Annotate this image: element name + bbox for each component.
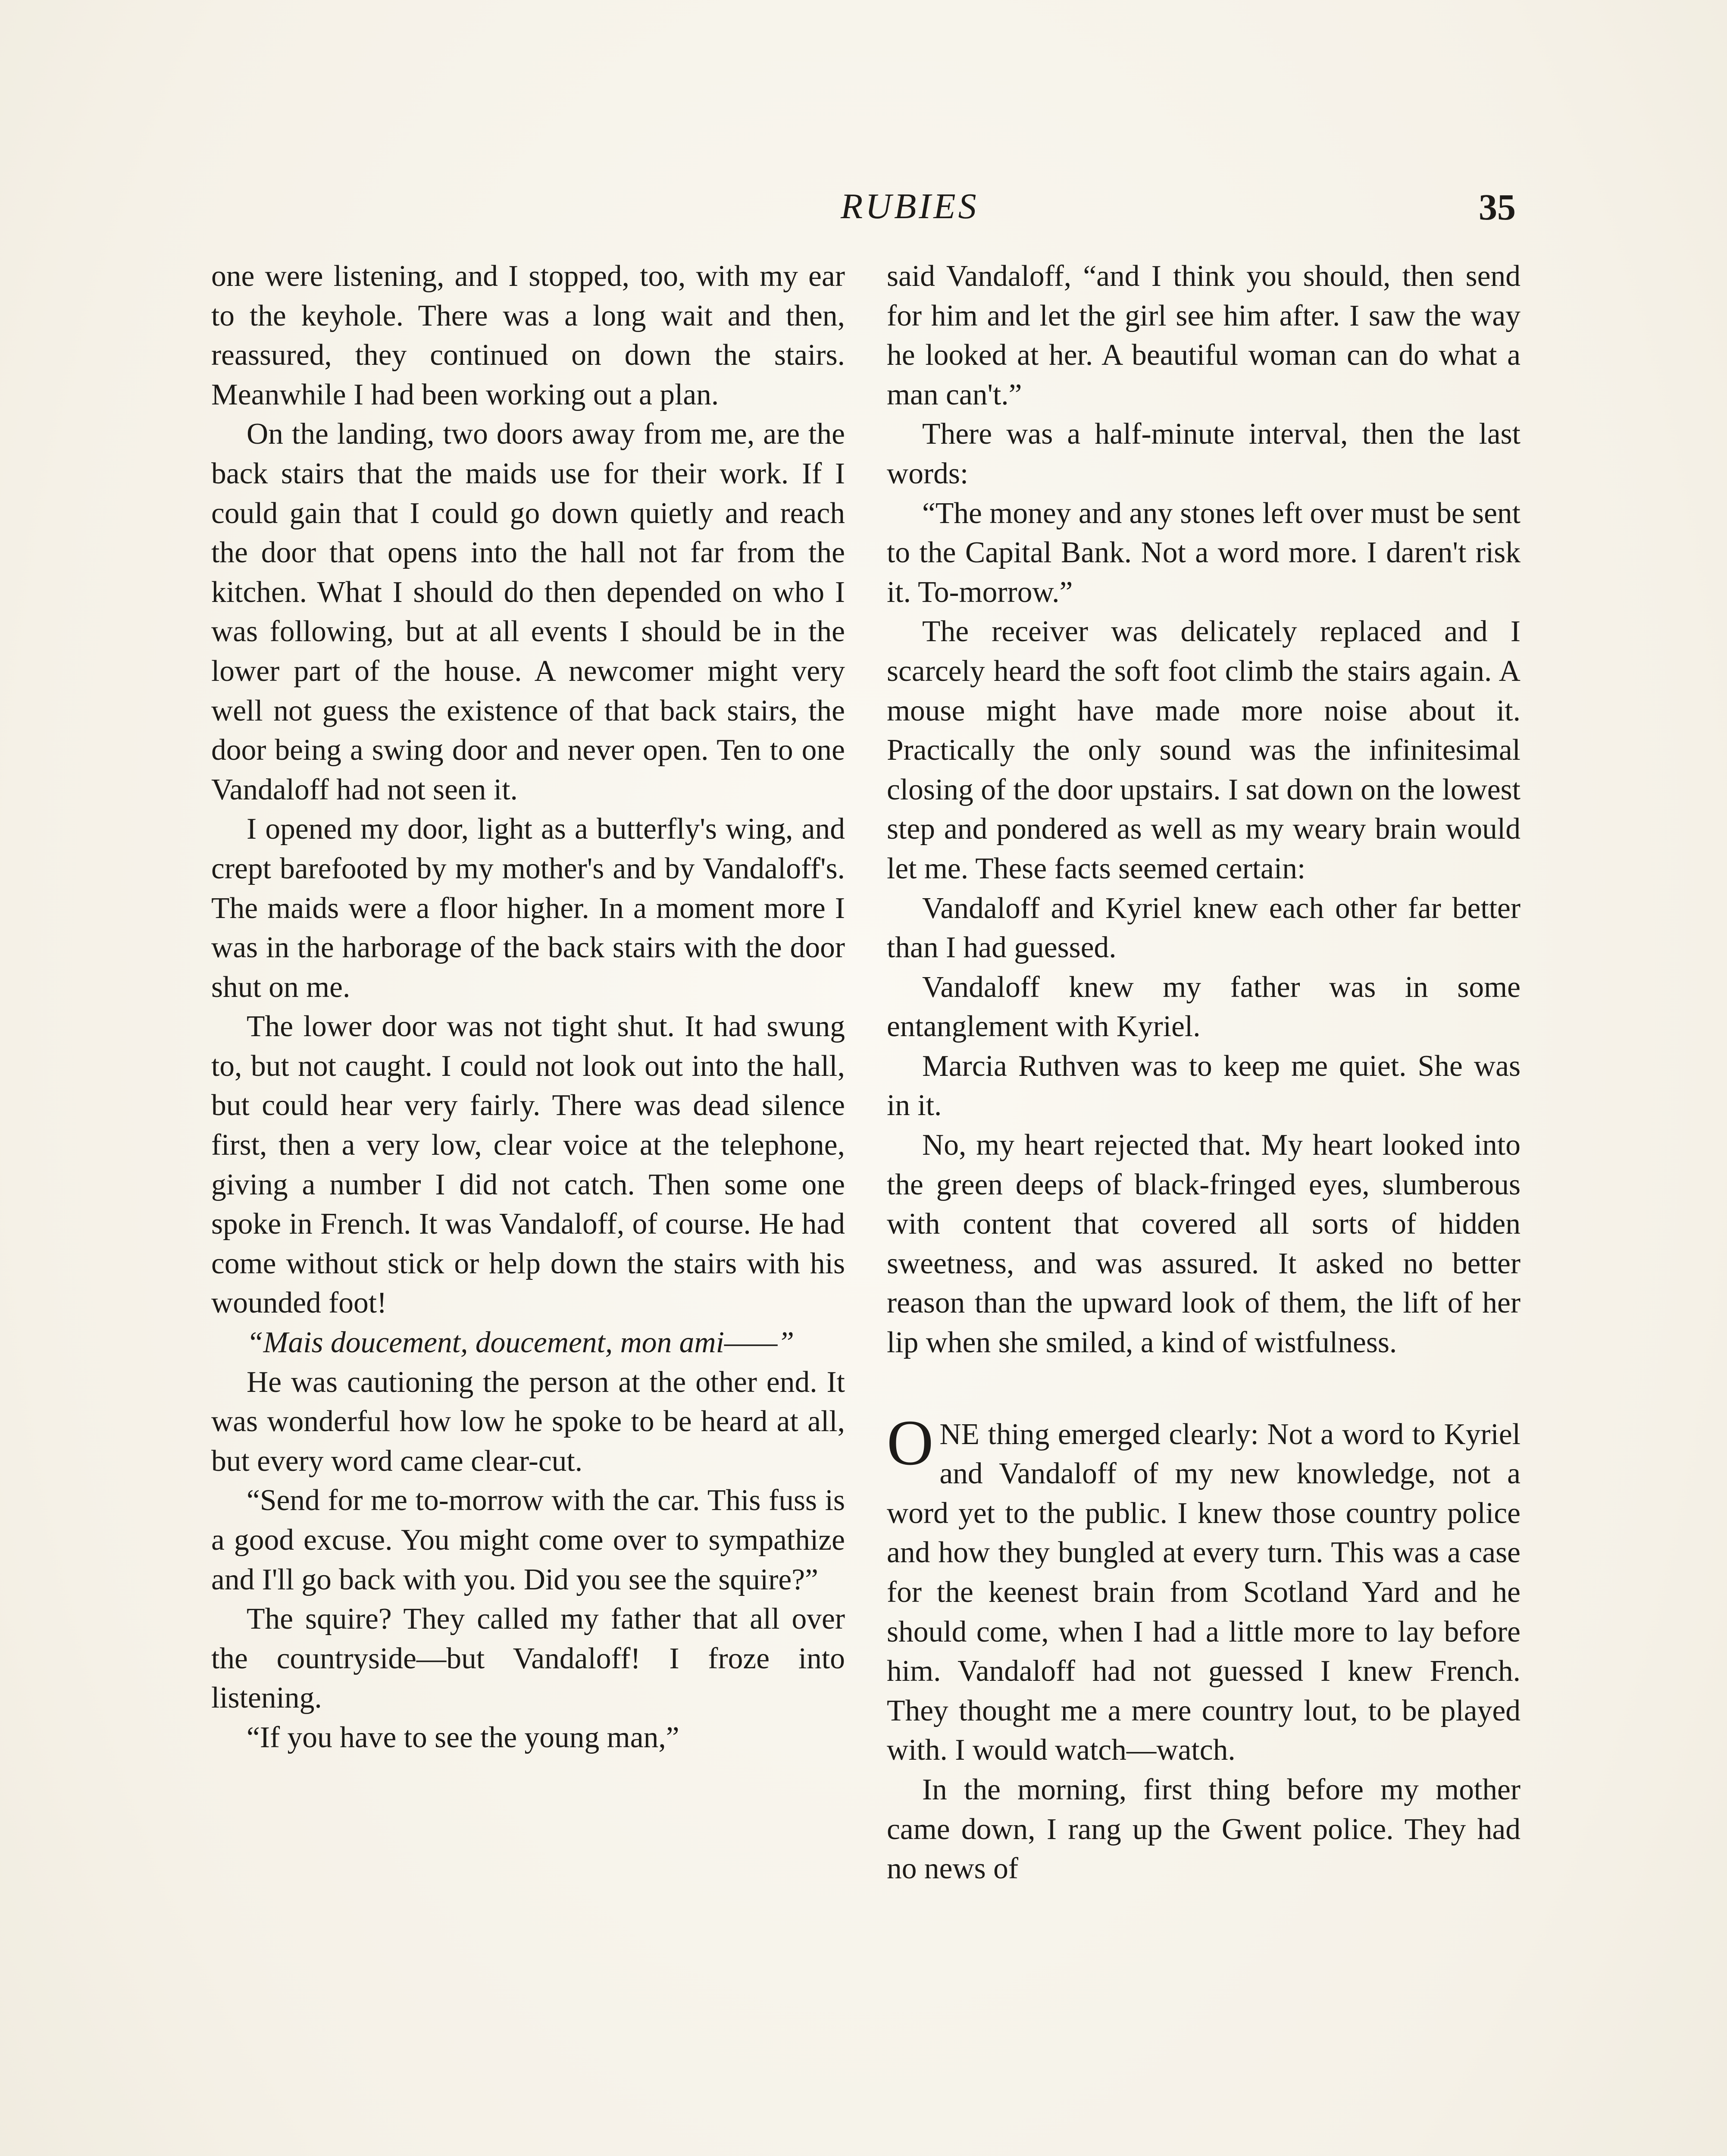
paragraph: Vandaloff and Kyriel knew each other far better than I had guessed. <box>887 891 1521 965</box>
paragraph: I opened my door, light as a butterfly's wing, and crept barefooted by my mother's and by Vandaloff's. The maids were a floor higher. In a moment more I was in the harborage of the back stairs with the door shut on me. <box>211 812 845 1004</box>
paragraph: one were listening, and I stopped, too, with my ear to the keyhole. There was a long wait and then, reassured, they continued on down the stairs. Meanwhile I had been working out a plan. <box>211 260 845 411</box>
paragraph: No, my heart rejected that. My heart looked into the green deeps of black-fringed eyes, slumberous with content that covered all sorts of hidden sweetness, and was assured. It asked no better reason than the upward look of them, the lift of her lip when she smiled, a kind of wistfulness. <box>887 1128 1521 1360</box>
paragraph: “The money and any stones left over must be sent to the Capital Bank. Not a word more. I daren't risk it. To-morrow.” <box>887 496 1521 609</box>
section-break-text: thing emerged clearly: Not a word to Kyriel and Vandaloff of my new knowledge, not a word yet to the public. I knew those country police and how they bungled at every turn. This was a case for the keenest brain from Scotland Yard and he should come, when I had a little more to lay before him. Vandaloff had not guessed I knew French. They thought me a mere country lout, to be played with. I would watch—watch. <box>887 1417 1521 1767</box>
running-header <box>0 185 1727 233</box>
paragraph: “Send for me to-morrow with the car. This fuss is a good excuse. You might come over to sympathize and I'll go back with you. Did you see the squire?” <box>211 1484 845 1596</box>
paragraph: The receiver was delicately replaced and I scarcely heard the soft foot climb the stairs again. A mouse might have made more noise about it. Practically the only sound was the infinitesimal closing of the door upstairs. I sat down on the lowest step and pondered as well as my weary brain would let me. These facts seemed certain: <box>887 615 1521 885</box>
left-text-column <box>211 257 845 1758</box>
paragraph: The squire? They called my father that all over the countryside—but Vandaloff! I froze into listening. <box>211 1602 845 1715</box>
drop-cap: O <box>887 1407 934 1479</box>
paragraph: “If you have to see the young man,” <box>247 1720 679 1754</box>
first-word-rest: NE <box>939 1417 979 1451</box>
page-number: 35 <box>1479 186 1516 228</box>
paragraph: said Vandaloff, “and I think you should, then send for him and let the girl see him after. I saw the way he looked at her. A beautiful woman can do what a man can't.” <box>887 260 1521 411</box>
paragraph: On the landing, two doors away from me, are the back stairs that the maids use for their work. If I could gain that I could go down quietly and reach the door that opens into the hall not far from the kitchen. What I should do then depended on who I was following, but at all events I should be in the lower part of the house. A newcomer might very well not guess the existence of that back stairs, the door being a swing door and never open. Ten to one Vandaloff had not seen it. <box>211 417 845 806</box>
right-text-column <box>887 257 1521 1889</box>
paragraph: The lower door was not tight shut. It had swung to, but not caught. I could not look out into the hall, but could hear very fairly. There was dead silence first, then a very low, clear voice at the telephone, giving a number I did not catch. Then some one spoke in French. It was Vandaloff, of course. He had come without stick or help down the stairs with his wounded foot! <box>211 1010 845 1320</box>
paragraph: Vandaloff knew my father was in some entanglement with Kyriel. <box>887 970 1521 1044</box>
section-break-paragraph <box>887 1407 1521 1770</box>
paragraph: There was a half-minute interval, then the last words: <box>887 417 1521 490</box>
paragraph: In the morning, first thing before my mother came down, I rang up the Gwent police. They had no news of <box>887 1773 1521 1886</box>
running-title: RUBIES <box>841 186 979 226</box>
paragraph: Marcia Ruthven was to keep me quiet. She was in it. <box>887 1049 1521 1122</box>
paragraph: He was cautioning the person at the other end. It was wonderful how low he spoke to be heard at all, but every word came clear-cut. <box>211 1365 845 1478</box>
french-quote: “Mais doucement, doucement, mon ami——” <box>247 1326 795 1360</box>
